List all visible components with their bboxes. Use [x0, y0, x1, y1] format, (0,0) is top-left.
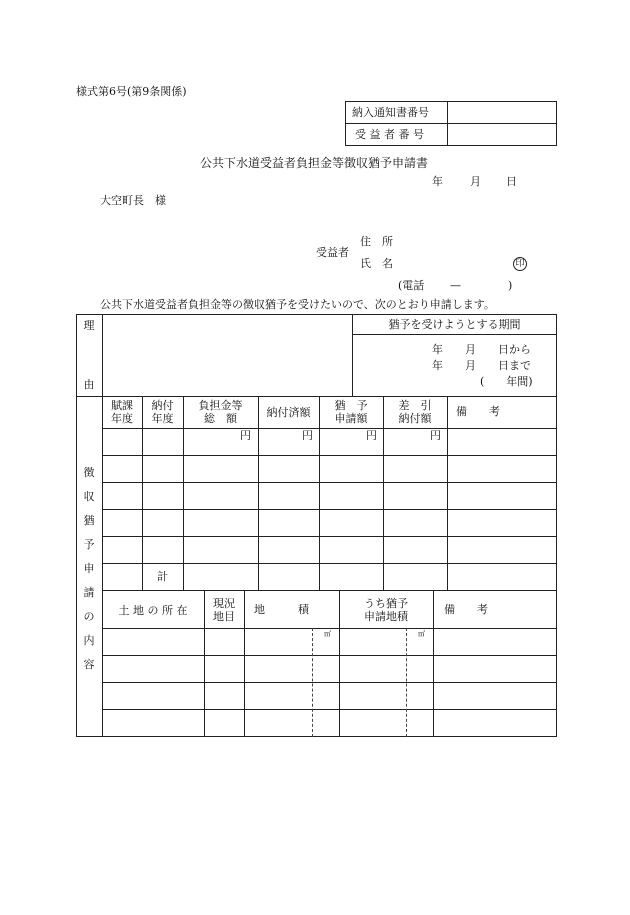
unit-sqm-deferral: ㎡ [418, 630, 425, 638]
period-years: ( 年間) [480, 375, 533, 388]
header-payment-year: 納付 年度 [151, 399, 174, 425]
content-label-5: 申 [83, 562, 95, 575]
address-label: 住 所 [360, 235, 393, 248]
form-title: 公共下水道受益者負担金等徴収猶予申請書 [200, 156, 429, 170]
header-deferral-area: うち猶予 申請地積 [364, 597, 408, 623]
date-year: 年 [432, 175, 443, 188]
beneficiary-number-label: 受 益 者 番 号 [355, 128, 424, 141]
content-label-7: の [83, 610, 95, 623]
header-land-location: 土 地 の 所 在 [118, 604, 188, 617]
header-remarks-2: 備 考 [444, 603, 488, 616]
unit-yen-deferral: 円 [366, 429, 377, 442]
date-day: 日 [506, 175, 517, 188]
phone-close: ) [508, 279, 513, 292]
header-land-category: 現況 地目 [213, 597, 235, 623]
unit-sqm-area: ㎡ [324, 630, 331, 638]
header-assessment-year: 賦課 年度 [111, 399, 133, 425]
phone-label: (電話 [398, 279, 425, 292]
total-label: 計 [157, 570, 168, 583]
date-month: 月 [470, 175, 481, 188]
header-deferral-amount: 猶 予 申請額 [334, 399, 368, 425]
content-label-6: 請 [83, 586, 95, 599]
phone-dash: — [450, 279, 461, 292]
header-remarks: 備 考 [456, 405, 500, 418]
content-label-3: 猶 [83, 514, 95, 527]
content-label-2: 収 [83, 490, 95, 503]
statement: 公共下水道受益者負担金等の徴収猶予を受けたいので、次のとおり申請します。 [100, 298, 495, 311]
applicant-role-label: 受益者 [316, 246, 349, 259]
header-land-area: 地 積 [254, 603, 309, 616]
content-label-1: 徴 [83, 466, 95, 479]
deferral-period-title: 猶予を受けようとする期間 [388, 318, 521, 331]
period-to: 年 月 日まで [432, 359, 531, 372]
form-number: 様式第6号(第9条関係) [76, 85, 187, 98]
unit-yen-paid: 円 [302, 429, 313, 442]
unit-yen-net: 円 [430, 429, 441, 442]
header-total-amount: 負担金等 総 額 [198, 399, 243, 425]
reason-label-bottom: 由 [83, 378, 95, 391]
period-from: 年 月 日から [432, 343, 531, 356]
content-label-9: 容 [83, 658, 95, 671]
content-label-8: 内 [83, 634, 95, 647]
name-label: 氏 名 [360, 257, 393, 270]
addressee: 大空町長 様 [100, 194, 166, 207]
reason-label-top: 理 [83, 319, 95, 332]
seal-mark: 印 [513, 257, 527, 271]
header-net-payment: 差 引 納付額 [398, 399, 432, 425]
header-paid-amount: 納付済額 [266, 406, 311, 419]
unit-yen-total: 円 [240, 429, 251, 442]
content-label-4: 予 [83, 538, 95, 551]
notice-number-label: 納入通知書番号 [352, 106, 429, 119]
